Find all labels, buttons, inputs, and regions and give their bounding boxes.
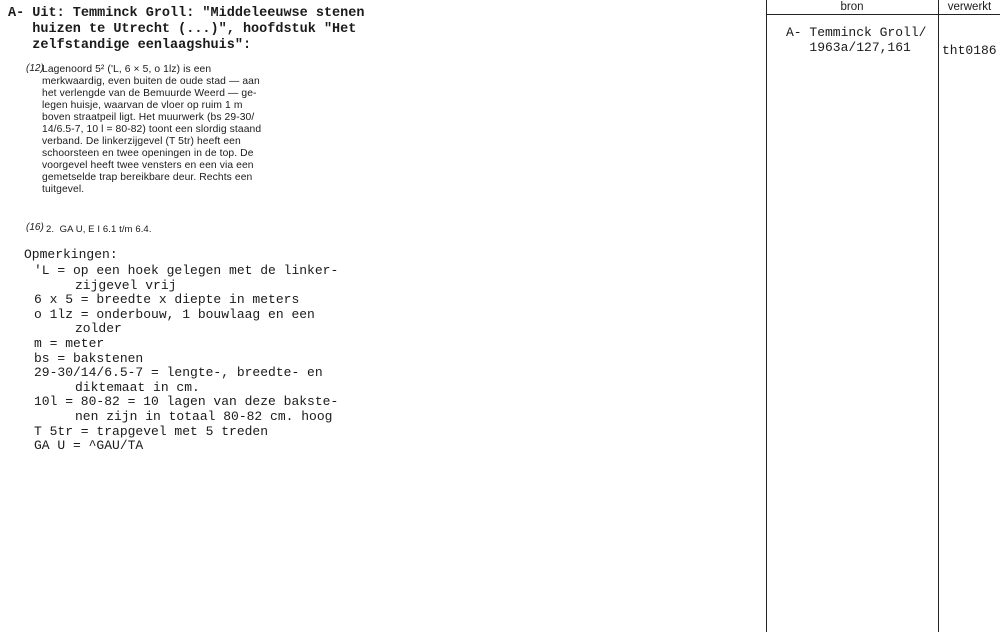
remark-line: diktemaat in cm. (75, 379, 200, 395)
remark-line: 29-30/14/6.5-7 = lengte-, breedte- en (34, 365, 323, 381)
remark-line: o 1lz = onderbouw, 1 bouwlaag en een (34, 306, 315, 322)
remark-line: 'L = op een hoek gelegen met de linker- (34, 263, 339, 278)
remark-line: bs = bakstenen (34, 350, 144, 366)
paragraph-marker: (12) (26, 63, 44, 74)
quote-line: boven straatpeil ligt. Het muurwerk (bs 29-30/ (42, 112, 255, 123)
quote-line: voorgevel heeft twee vensters en een via een (42, 160, 254, 171)
bron-line-2: 1963a/127,161 (786, 40, 911, 55)
remark-line: GA U = ^GAU/TA (34, 438, 144, 454)
quote-line: verband. De linkerzijgevel (T 5tr) heeft een (42, 136, 241, 147)
remark-line: m = meter (34, 336, 105, 351)
remark-line: nen zijn in totaal 80-82 cm. hoog (75, 409, 333, 424)
header-line-2: huizen te Utrecht (...)", hoofdstuk "Het (8, 22, 357, 37)
remark-line: zijgevel vrij (75, 277, 177, 293)
footnote: 2. GA U, E I 6.1 t/m 6.4. (46, 224, 152, 235)
quote-line: tuitgevel. (42, 184, 85, 195)
quote-line: 14/6.5-7, 10 l = 80-82) toont een slordig staand (42, 124, 262, 135)
quote-line: het verlengde van de Bemuurde Weerd — ge- (42, 88, 257, 99)
table-column-divider (938, 0, 939, 632)
quote-line: legen huisje, waarvan de vloer op ruim 1 m (42, 100, 243, 111)
bron-line-1: A- Temminck Groll/ (786, 25, 927, 40)
verwerkt-value: tht0186 (942, 43, 997, 58)
table-header-rule (766, 14, 1000, 15)
remark-line: zolder (75, 321, 122, 337)
column-header-verwerkt: verwerkt (947, 1, 992, 13)
footnote-marker: (16) (26, 222, 44, 233)
quote-line: gemetselde trap bereikbare deur. Rechts een (42, 172, 253, 183)
column-header-bron: bron (840, 1, 864, 13)
header-line-3: zelfstandige eenlaagshuis": (8, 38, 252, 53)
quote-line: merkwaardig, even buiten de oude stad — aan (42, 76, 260, 87)
header-line-1: A- Uit: Temminck Groll: "Middeleeuwse stenen (8, 6, 365, 21)
remark-line: 6 x 5 = breedte x diepte in meters (34, 292, 300, 308)
remarks-title: Opmerkingen: (24, 247, 118, 262)
quote-line: Lagenoord 5² ('L, 6 × 5, o 1lz) is een (42, 64, 212, 75)
quote-line: schoorsteen en twee openingen in de top. De (42, 148, 254, 159)
remark-line: T 5tr = trapgevel met 5 treden (34, 423, 269, 439)
remark-line: 10l = 80-82 = 10 lagen van deze bakste- (34, 394, 339, 410)
table-border-left (766, 0, 767, 632)
